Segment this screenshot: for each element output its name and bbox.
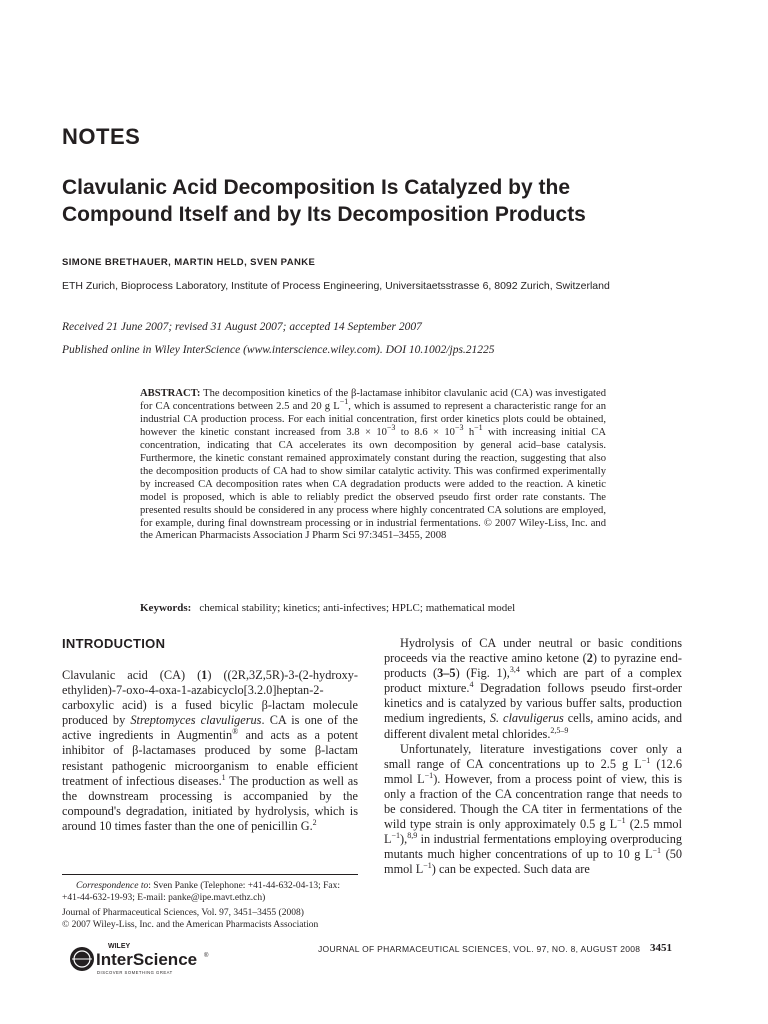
logo-top-text: WILEY (108, 943, 131, 950)
text: . CA is one of the active ingredients in Augmentin (62, 713, 358, 743)
superscript: −1 (423, 861, 432, 871)
section-heading-introduction: INTRODUCTION (62, 636, 166, 651)
citation: 4 (469, 680, 474, 690)
page-number: 3451 (650, 942, 672, 954)
logo-registered-mark: ® (204, 953, 209, 959)
abstract-label: ABSTRACT: (140, 388, 201, 399)
keywords-text: chemical stability; kinetics; anti-infectives; HPLC; mathematical model (199, 602, 516, 614)
wiley-interscience-logo (68, 939, 218, 979)
text: Clavulanic acid (CA) ( (62, 668, 202, 682)
body-column-right (384, 636, 682, 878)
affiliation: ETH Zurich, Bioprocess Laboratory, Institute of Process Engineering, Universitaetsstrasse 6, 8092 Zurich, Switzerland (62, 280, 610, 292)
compound-number: 1 (201, 668, 208, 682)
superscript: −1 (474, 422, 483, 432)
superscript: −1 (641, 755, 651, 765)
footnote-divider (62, 874, 358, 875)
running-footer: JOURNAL OF PHARMACEUTICAL SCIENCES, VOL. 97, NO. 8, AUGUST 2008 (318, 944, 641, 954)
text: ) (Fig. 1), (455, 666, 510, 681)
footnotes (62, 880, 358, 931)
paragraph (62, 668, 358, 834)
correspondence-label: Correspondence to (76, 881, 149, 891)
citation: 3,4 (509, 665, 520, 675)
text: ) can be expected. Such data are (431, 862, 590, 877)
citation: 2,5–9 (550, 725, 569, 735)
text: ), (400, 832, 408, 847)
title-line-2: Compound Itself and by Its Decomposition Products (62, 203, 586, 226)
compound-number: 2 (586, 651, 593, 666)
abstract-text: The decomposition kinetics of the β-lactamase inhibitor clavulanic acid (CA) was investigated for CA concentrations between 2.5 and 20 g L (140, 388, 606, 412)
text: The production as well as the downstream processing is accompanied by the compound's degradation, initiated by hydrolysis, which is around 10 times faster than the one of penicillin G. (62, 773, 359, 833)
author-list: SIMONE BRETHAUER, MARTIN HELD, SVEN PANKE (62, 257, 316, 268)
citation: 2 (312, 817, 317, 827)
section-label: NOTES (62, 124, 141, 149)
abstract-text: with increasing initial CA concentration, indicating that CA accelerates its own decomposition by general acid–base catalysis. Furthermore, the kinetic constant remained approximately constant during the reaction, suggesting that also the decomposition products of CA had to show similar catalytic activity. This was confirmed experimentally by increased CA decomposition rates when CA degradation products were added to the reaction. A kinetic model is proposed, which is able to reliably predict the observed pseudo first order rate constants. The presented results should be considered in any process where highly concentrated CA solutions are employed, for example, during final downstream processing or in industrial fermentations. © 2007 Wiley-Liss, Inc. and the American Pharmacists Association J Pharm Sci 97:3451–3455, 2008 (140, 426, 606, 542)
abstract-text: , which is assumed to represent a characteristic range for an industrial CA production process. For each initial concentration, first order kinetics plots could be obtained, however the kinetic constant increased from 3.8 × 10 (140, 400, 606, 438)
text: ). However, from a process point of view, this is only a fraction of the CA concentration range that needs to be considered. Though the CA titer in fermentations of the wild type strain is only approximately 0.5 g L (384, 771, 683, 832)
received-dates: Received 21 June 2007; revised 31 August 2007; accepted 14 September 2007 (62, 321, 422, 333)
superscript: −3 (386, 422, 396, 432)
title-line-1: Clavulanic Acid Decomposition Is Catalyzed by the (62, 176, 571, 199)
keywords-label: Keywords: (140, 602, 192, 614)
article-title (62, 174, 712, 228)
keywords (140, 602, 640, 614)
text: ) ((2R,3Z,5R)-3-(2-hydroxy-ethyliden)-7-oxo-4-oxa-1-azabicyclo[3.2.0]heptan-2-carboxylic acid) is a fused bicylic β-lactam molecule produced by (62, 668, 358, 728)
abstract-text: h (463, 426, 475, 438)
logo-tagline: DISCOVER SOMETHING GREAT (97, 970, 173, 975)
abstract (140, 388, 606, 543)
superscript: −1 (391, 831, 401, 841)
text: (12.6 mmol L (384, 756, 682, 786)
logo-main-text: InterScience (96, 950, 198, 969)
abstract-text: to 8.6 × 10 (395, 426, 455, 438)
registered-mark: ® (232, 727, 239, 737)
text: Hydrolysis of CA under neutral or basic conditions proceeds via the reactive amino ketone ( (384, 636, 682, 666)
citation: 8,9 (407, 831, 418, 841)
text: cells, amino acids, and different divalent metal chlorides. (384, 711, 682, 741)
text: in industrial fermentations employing overproducing mutants much higher concentrations of up to 10 g L (384, 832, 682, 862)
correspondence-note (62, 880, 358, 904)
correspondence-text: : Sven Panke (Telephone: +41-44-632-04-13; Fax: +41-44-632-19-93; E-mail: panke@ipe.mavt.ethz.ch) (62, 881, 340, 903)
superscript: −3 (454, 422, 464, 432)
text: ) to pyrazine end-products ( (384, 651, 682, 681)
text: which are part of a complex product mixture. (384, 666, 682, 696)
paragraph (384, 742, 682, 878)
copyright-notice: © 2007 Wiley-Liss, Inc. and the American Pharmacists Association (62, 920, 319, 930)
paragraph (384, 636, 682, 742)
text: Unfortunately, literature investigations cover only a small range of CA concentrations up to 2.5 g L (384, 741, 682, 771)
publication-info: Published online in Wiley InterScience (www.interscience.wiley.com). DOI 10.1002/jps.21225 (62, 344, 495, 356)
text: and acts as a potent inhibitor of β-lactamases produced by some β-lactam resistant pathogenic microorganism to enable efficient treatment of infectious diseases. (62, 728, 358, 788)
species-name: Streptomyces clavuligerus (130, 713, 262, 728)
text: Degradation follows pseudo first-order kinetics and is catalyzed by various buffer salts, production medium ingredients, (384, 681, 682, 726)
journal-citation: Journal of Pharmaceutical Sciences, Vol. 97, 3451–3455 (2008) (62, 908, 304, 918)
text: (50 mmol L (384, 847, 683, 877)
superscript: −1 (652, 846, 662, 856)
citation: 1 (221, 772, 226, 782)
superscript: −1 (339, 396, 349, 406)
compound-number: 3–5 (437, 666, 456, 681)
superscript: −1 (424, 770, 434, 780)
species-name: S. clavuligerus (489, 711, 564, 726)
body-column-left (62, 668, 358, 834)
text: (2.5 mmol L (384, 817, 682, 847)
superscript: −1 (617, 816, 626, 826)
